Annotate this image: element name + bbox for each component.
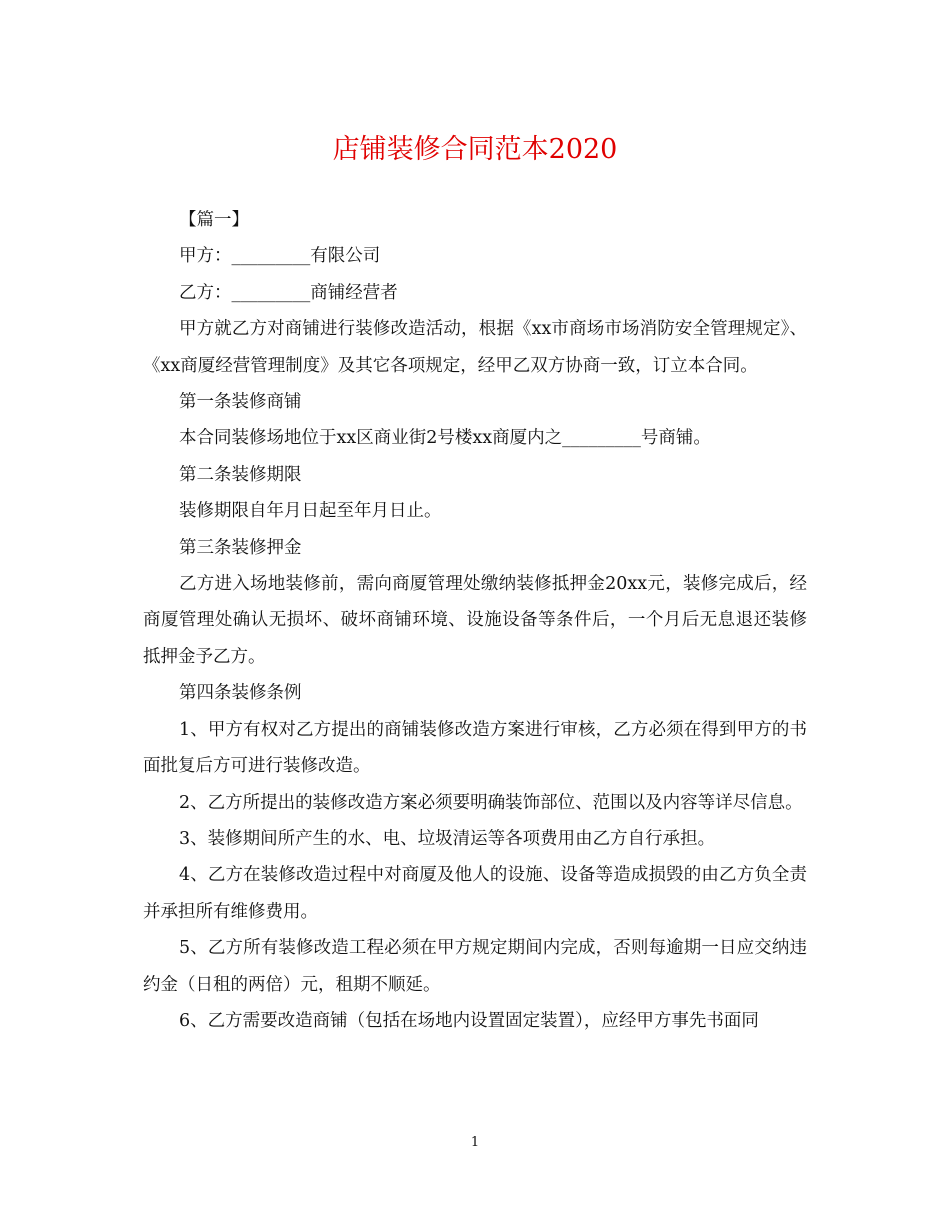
page-number: 1 bbox=[470, 1135, 480, 1150]
party-b-line: 乙方：_________商铺经营者 bbox=[179, 282, 398, 303]
article-4-heading: 第四条装修条例 bbox=[179, 683, 302, 704]
article-1-heading: 第一条装修商铺 bbox=[179, 392, 302, 413]
article-1-text: 本合同装修场地位于xx区商业街2号楼xx商厦内之_________号商铺。 bbox=[179, 428, 711, 449]
article-3-text: 乙方进入场地装修前，需向商厦管理处缴纳装修抵押金20xx元，装修完成后，经商厦管理处确认无损坏、破坏商铺环境、设施设备等条件后，一个月后无息退还装修抵押金予乙方。 bbox=[143, 574, 807, 667]
article-4-item-3: 3、装修期间所产生的水、电、垃圾清运等各项费用由乙方自行承担。 bbox=[179, 828, 716, 849]
article-3-heading: 第三条装修押金 bbox=[179, 537, 302, 558]
article-4-item-5: 5、乙方所有装修改造工程必须在甲方规定期间内完成，否则每逾期一日应交纳违约金（日租的两倍）元，租期不顺延。 bbox=[143, 938, 807, 995]
article-2-heading: 第二条装修期限 bbox=[179, 464, 302, 485]
article-4-item-6: 6、乙方需要改造商铺（包括在场地内设置固定装置），应经甲方事先书面同 bbox=[179, 1010, 759, 1031]
article-4-item-2: 2、乙方所提出的装修改造方案必须要明确装饰部位、范围以及内容等详尽信息。 bbox=[179, 792, 803, 813]
document-body bbox=[143, 202, 807, 1039]
preamble-paragraph: 甲方就乙方对商铺进行装修改造活动，根据《xx市商场市场消防安全管理规定》、《xx商厦经营管理制度》及其它各项规定，经甲乙双方协商一致，订立本合同。 bbox=[143, 319, 807, 376]
article-2-text: 装修期限自年月日起至年月日止。 bbox=[179, 501, 442, 522]
article-4-item-4: 4、乙方在装修改造过程中对商厦及他人的设施、设备等造成损毁的由乙方负全责并承担所有维修费用。 bbox=[143, 865, 807, 922]
article-4-item-1: 1、甲方有权对乙方提出的商铺装修改造方案进行审核，乙方必须在得到甲方的书面批复后方可进行装修改造。 bbox=[143, 719, 807, 777]
party-a-line: 甲方：_________有限公司 bbox=[179, 246, 381, 267]
document-title: 店铺装修合同范本2020 bbox=[332, 134, 618, 165]
section-heading: 【篇一】 bbox=[179, 210, 249, 230]
